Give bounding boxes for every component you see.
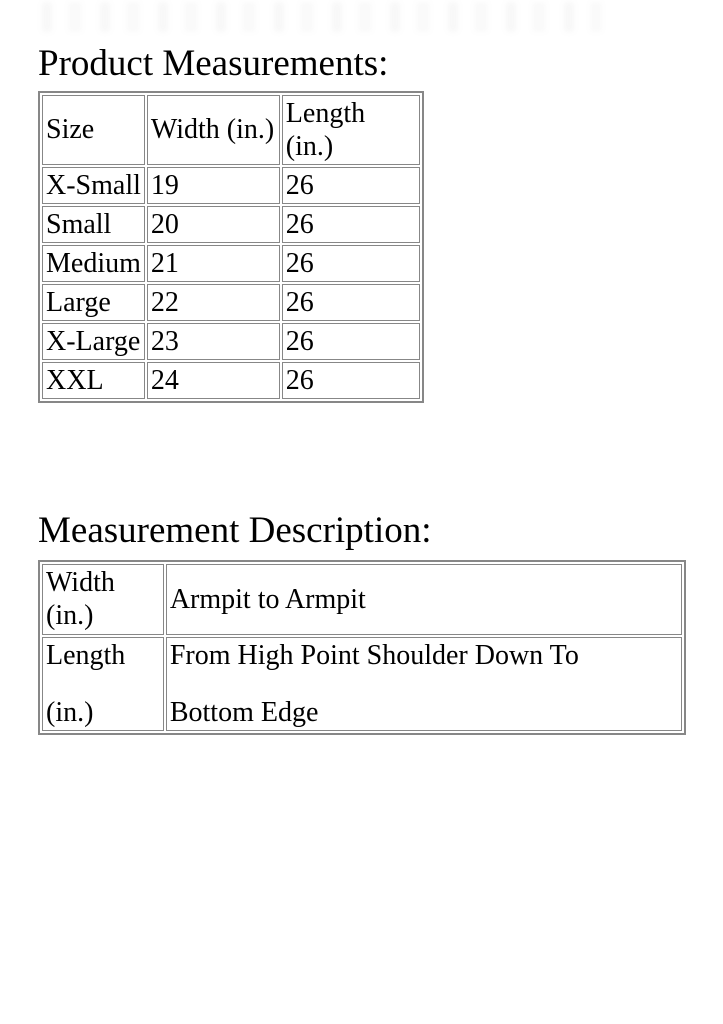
table-row bbox=[42, 362, 420, 399]
width-cell: 21 bbox=[147, 245, 280, 282]
size-cell: X-Large bbox=[42, 323, 145, 360]
width-cell: 22 bbox=[147, 284, 280, 321]
width-cell: 24 bbox=[147, 362, 280, 399]
measure-label-cell bbox=[42, 637, 164, 731]
measurement-description-title: Measurement Description: bbox=[38, 509, 432, 551]
column-header-size: Size bbox=[42, 95, 145, 165]
table-header-row bbox=[42, 95, 420, 165]
table-row bbox=[42, 167, 420, 204]
length-cell: 26 bbox=[282, 206, 420, 243]
table-row bbox=[42, 323, 420, 360]
description-row-length bbox=[42, 637, 682, 731]
measure-description-line: Bottom Edge bbox=[169, 696, 319, 728]
size-cell: X-Small bbox=[42, 167, 145, 204]
width-cell: 20 bbox=[147, 206, 280, 243]
description-row-width bbox=[42, 564, 682, 635]
product-measurements-title: Product Measurements: bbox=[38, 43, 389, 84]
measure-description-line: Armpit to Armpit bbox=[169, 583, 366, 615]
size-cell: Small bbox=[42, 206, 145, 243]
length-cell: 26 bbox=[282, 245, 420, 282]
width-cell: 19 bbox=[147, 167, 280, 204]
measure-label-line: (in.) bbox=[46, 696, 94, 728]
column-header-length: Length (in.) bbox=[282, 95, 420, 165]
length-cell: 26 bbox=[282, 323, 420, 360]
size-cell: Medium bbox=[42, 245, 145, 282]
table-row bbox=[42, 245, 420, 282]
product-measurements-table bbox=[38, 91, 424, 403]
length-cell: 26 bbox=[282, 167, 420, 204]
column-header-width: Width (in.) bbox=[147, 95, 280, 165]
measure-label-line: Length bbox=[46, 639, 126, 671]
measure-description-cell bbox=[166, 637, 682, 731]
length-cell: 26 bbox=[282, 284, 420, 321]
measure-description-cell bbox=[166, 564, 682, 635]
size-cell: Large bbox=[42, 284, 145, 321]
measure-description-line: From High Point Shoulder Down To bbox=[169, 639, 579, 671]
faded-print-artifact bbox=[42, 2, 602, 32]
measure-label-cell bbox=[42, 564, 164, 635]
length-cell: 26 bbox=[282, 362, 420, 399]
measure-label-line: Width bbox=[46, 567, 115, 599]
table-row bbox=[42, 284, 420, 321]
size-cell: XXL bbox=[42, 362, 145, 399]
measurement-description-table bbox=[38, 560, 686, 735]
width-cell: 23 bbox=[147, 323, 280, 360]
measure-label-line: (in.) bbox=[46, 600, 94, 632]
table-row bbox=[42, 206, 420, 243]
